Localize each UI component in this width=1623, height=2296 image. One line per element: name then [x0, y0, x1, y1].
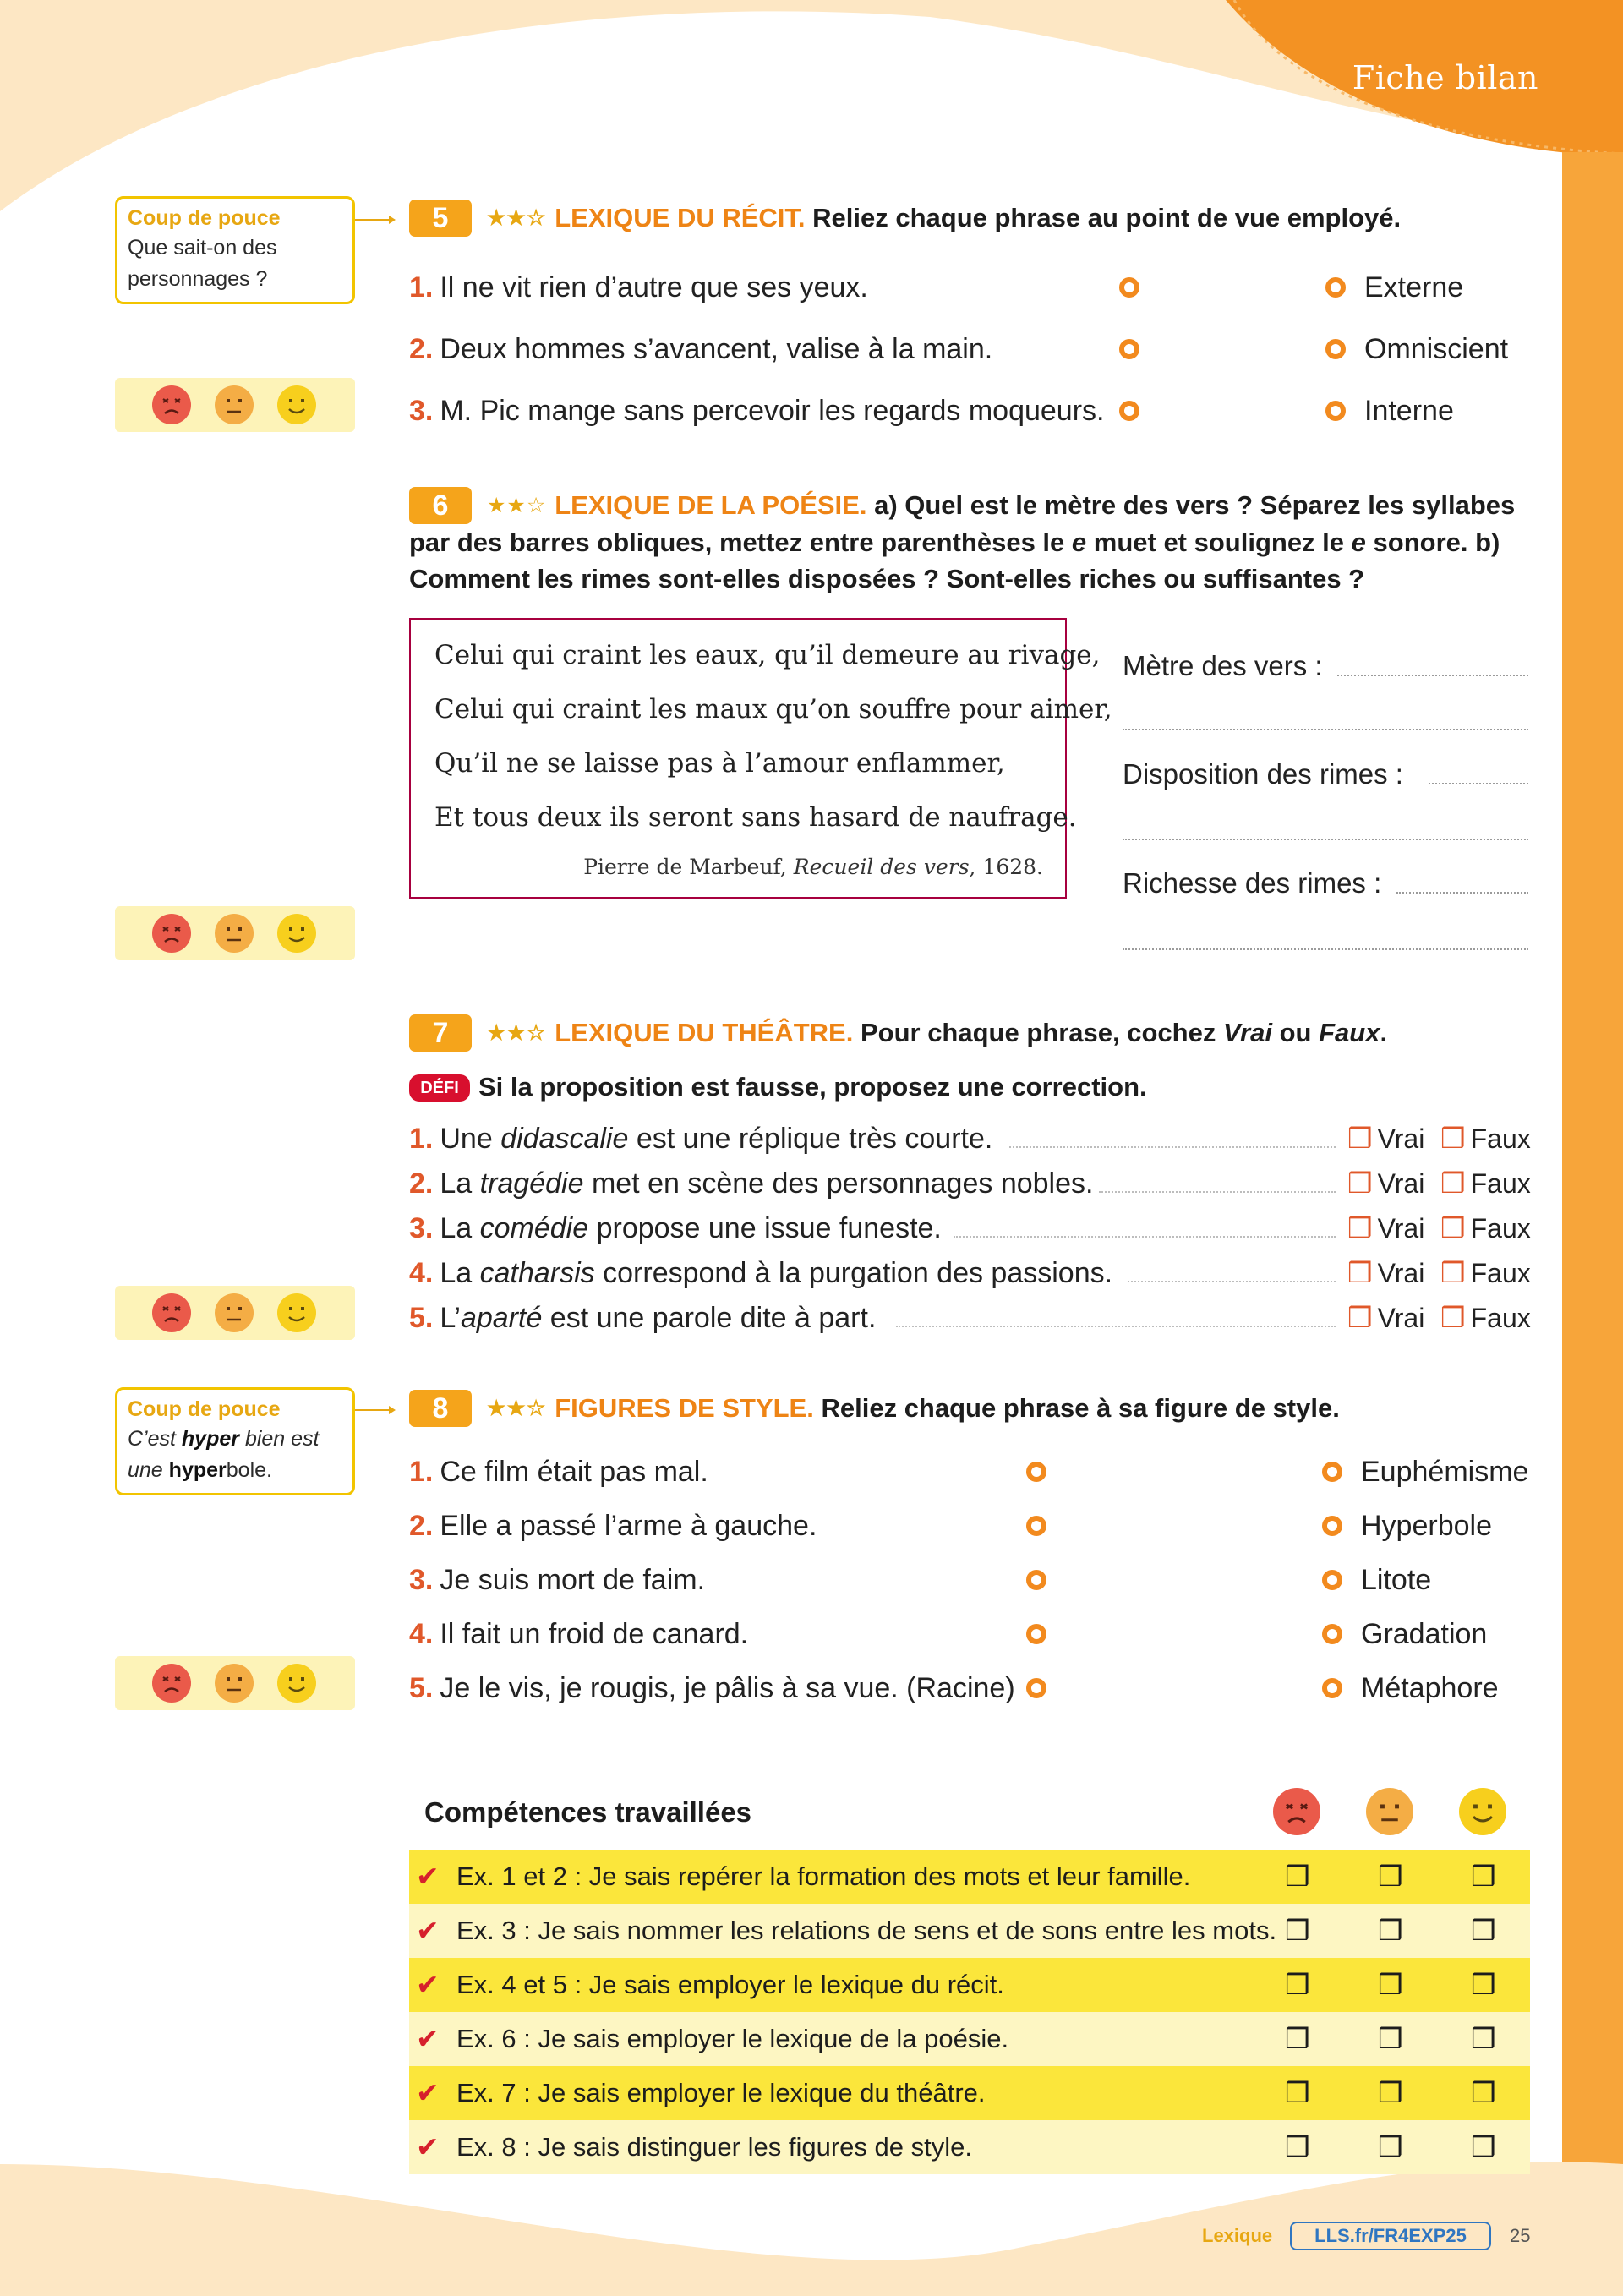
checkmark-icon: ✔ [416, 1861, 440, 1892]
checkbox-icon[interactable]: ❒ [1347, 1212, 1373, 1244]
hint-text-part: C’est [128, 1427, 182, 1451]
hint-connector [355, 219, 391, 221]
checkbox-icon[interactable]: ❒ [1378, 2023, 1403, 2054]
happy-face-icon[interactable] [277, 914, 316, 953]
item-text: Je suis mort de faim. [440, 1564, 706, 1596]
checkbox-icon[interactable]: ❒ [1285, 2077, 1310, 2108]
poem-line: Qu’il ne se laisse pas à l’amour enflammer, [434, 748, 1005, 779]
instruction-part: Pour chaque phrase, cochez [860, 1018, 1223, 1047]
link-dot-icon[interactable] [1325, 339, 1346, 359]
happy-face-icon[interactable] [277, 385, 316, 424]
poem-box [409, 618, 1112, 899]
item-number: 2. [409, 1510, 434, 1542]
hint-text: Que sait-on des personnages ? [128, 236, 277, 291]
checkbox-faux[interactable] [1440, 1210, 1531, 1247]
exercise-topic: LEXIQUE DU THÉÂTRE. [555, 1018, 854, 1047]
item-text: est une parole dite à part. [542, 1302, 877, 1334]
checkbox-icon[interactable]: ❒ [1347, 1167, 1373, 1199]
competence-row [409, 2066, 1530, 2120]
item-number: 2. [409, 1167, 434, 1200]
competence-text: Ex. 7 : Je sais employer le lexique du théâtre. [456, 2078, 986, 2107]
competence-row [409, 1958, 1530, 2012]
item-text: propose une issue funeste. [588, 1212, 942, 1244]
source-year: , 1628. [969, 855, 1043, 879]
source-author: Pierre de Marbeuf, [583, 855, 794, 879]
self-assessment-ex8 [115, 1656, 355, 1710]
poem-source [583, 853, 1043, 882]
neutral-face-icon[interactable] [215, 914, 254, 953]
item-number: 4. [409, 1618, 434, 1650]
list-item [409, 1507, 817, 1544]
link-dot-icon[interactable] [1325, 277, 1346, 298]
self-assessment-ex7 [115, 1286, 355, 1340]
self-assessment-ex5 [115, 378, 355, 432]
list-item [409, 1453, 708, 1490]
competence-row [409, 2012, 1530, 2066]
poem-line: Et tous deux ils seront sans hasard de naufrage. [434, 802, 1077, 833]
checkmark-icon: ✔ [416, 1915, 440, 1946]
checkbox-label: Vrai [1377, 1123, 1425, 1154]
checkbox-label: Faux [1470, 1303, 1531, 1333]
checkbox-faux[interactable] [1440, 1299, 1531, 1337]
checkmark-icon: ✔ [416, 2023, 440, 2054]
item-text: Elle a passé l’arme à gauche. [440, 1510, 817, 1542]
item-number: 4. [409, 1257, 434, 1289]
item-text: correspond à la purgation des passions. [594, 1257, 1113, 1289]
tf-statement [409, 1120, 992, 1157]
item-text: Ce film était pas mal. [440, 1456, 708, 1488]
exercise-heading-8 [487, 1390, 1340, 1427]
checkbox-icon[interactable]: ❒ [1440, 1123, 1466, 1154]
list-item [409, 1615, 748, 1653]
tf-statement [409, 1210, 942, 1247]
page-header-title: Fiche bilan [1352, 59, 1538, 96]
item-text: Il ne vit rien d’autre que ses yeux. [440, 271, 868, 303]
arrow-right-icon [389, 216, 396, 224]
neutral-face-icon[interactable] [215, 1293, 254, 1332]
item-text: L’ [440, 1302, 461, 1334]
link-dot-icon[interactable] [1322, 1570, 1342, 1590]
checkbox-icon[interactable]: ❒ [1471, 2077, 1496, 2108]
hint-text-part: hyper [168, 1458, 227, 1482]
competence-text: Ex. 8 : Je sais distinguer les figures de style. [456, 2132, 972, 2162]
instruction-part: Vrai [1222, 1018, 1272, 1047]
checkbox-icon[interactable]: ❒ [1378, 1861, 1403, 1892]
hint-text-part: bole. [226, 1458, 272, 1482]
item-number: 1. [409, 1456, 434, 1488]
footer-link[interactable]: LLS.fr/FR4EXP25 [1290, 2222, 1491, 2250]
exercise-topic: LEXIQUE DE LA POÉSIE. [555, 490, 867, 520]
difficulty-stars: ★★☆ [487, 1021, 547, 1045]
tf-statement [409, 1165, 1093, 1202]
item-number: 3. [409, 1212, 434, 1244]
hint-text [128, 1424, 344, 1486]
neutral-face-icon [1366, 1788, 1413, 1835]
link-dot-icon[interactable] [1026, 1624, 1046, 1644]
difficulty-stars: ★★☆ [487, 494, 547, 517]
checkbox-icon[interactable]: ❒ [1440, 1212, 1466, 1244]
checkbox-icon[interactable]: ❒ [1440, 1302, 1466, 1333]
link-dot-icon[interactable] [1119, 339, 1139, 359]
choice-label: Externe [1364, 271, 1464, 303]
answer-line[interactable] [1009, 1146, 1336, 1148]
instruction-part: ou [1271, 1018, 1320, 1047]
link-dot-icon[interactable] [1026, 1516, 1046, 1536]
link-dot-icon[interactable] [1322, 1462, 1342, 1482]
item-text: Je le vis, je rougis, je pâlis à sa vue. (Racine) [440, 1672, 1015, 1704]
checkbox-label: Faux [1470, 1213, 1531, 1244]
sad-face-icon[interactable] [152, 1293, 191, 1332]
exercise-heading-5 [487, 200, 1401, 237]
item-text: met en scène des personnages nobles. [583, 1167, 1094, 1200]
checkbox-icon[interactable]: ❒ [1378, 1915, 1403, 1946]
competence-text: Ex. 3 : Je sais nommer les relations de sens et de sons entre les mots. [456, 1916, 1277, 1945]
happy-face-icon[interactable] [277, 1664, 316, 1703]
hint-connector [355, 1409, 391, 1411]
item-text: La [440, 1212, 480, 1244]
checkbox-faux[interactable] [1440, 1120, 1531, 1157]
field-label-metre: Mètre des vers : [1123, 650, 1323, 681]
tf-statement [409, 1255, 1112, 1292]
answer-line-metre[interactable] [1337, 675, 1528, 676]
item-term: catharsis [479, 1257, 595, 1289]
instruction-part: muet et soulignez le [1086, 528, 1352, 557]
competence-text: Ex. 1 et 2 : Je sais repérer la formation des mots et leur famille. [456, 1861, 1191, 1891]
page-number: 25 [1510, 2225, 1531, 2246]
checkmark-icon: ✔ [416, 1969, 440, 2000]
checkbox-icon[interactable]: ❒ [1440, 1167, 1466, 1199]
choice-label: Hyperbole [1361, 1510, 1492, 1542]
exercise-number-7: 7 [409, 1014, 472, 1052]
hint-box-ex5 [115, 196, 355, 304]
exercise-instruction: Reliez chaque phrase à sa figure de style. [821, 1393, 1340, 1423]
checkbox-icon[interactable]: ❒ [1471, 2023, 1496, 2054]
hint-title: Coup de pouce [128, 1397, 281, 1421]
sad-face-icon [1273, 1788, 1320, 1835]
checkbox-vrai[interactable] [1347, 1210, 1424, 1247]
answer-line[interactable] [1123, 729, 1528, 730]
competences-title: Compétences travaillées [424, 1796, 752, 1828]
competence-row [409, 1850, 1530, 1904]
answer-line-disposition[interactable] [1429, 783, 1528, 784]
exercise-topic: LEXIQUE DU RÉCIT. [555, 203, 806, 232]
source-work: Recueil des vers [793, 855, 970, 879]
list-item [409, 269, 868, 306]
sad-face-icon[interactable] [152, 914, 191, 953]
checkbox-label: Vrai [1377, 1168, 1425, 1199]
item-term: didascalie [500, 1123, 629, 1155]
checkbox-label: Faux [1470, 1123, 1531, 1154]
answer-line[interactable] [1123, 839, 1528, 840]
list-item [409, 392, 1104, 429]
item-text: Il fait un froid de canard. [440, 1618, 749, 1650]
exercise-heading-6 [409, 487, 1533, 597]
item-text: La [440, 1167, 480, 1200]
link-dot-icon[interactable] [1119, 277, 1139, 298]
sad-face-icon[interactable] [152, 1664, 191, 1703]
defi-badge: DÉFI [409, 1074, 470, 1102]
checkbox-vrai[interactable] [1347, 1120, 1424, 1157]
answer-line[interactable] [1123, 948, 1528, 950]
checkbox-icon[interactable]: ❒ [1285, 1969, 1310, 2000]
item-number: 5. [409, 1672, 434, 1704]
instruction-part: sonore. b) Comment les rimes sont-elles disposées ? Sont-elles riches ou suffisantes ? [409, 528, 1500, 593]
hint-text-part: bien est une [128, 1427, 320, 1482]
checkbox-icon[interactable]: ❒ [1471, 1915, 1496, 1946]
instruction-part: Faux [1319, 1018, 1380, 1047]
field-label-disposition: Disposition des rimes : [1123, 758, 1403, 790]
checkbox-icon[interactable]: ❒ [1285, 1861, 1310, 1892]
list-item [409, 1670, 1015, 1707]
checkbox-icon[interactable]: ❒ [1471, 2131, 1496, 2162]
choice-label: Litote [1361, 1564, 1432, 1596]
instruction-part: a) Quel est le mètre des vers ? Séparez les syllabes par des barres obliques, mettez entre parenthèses le [409, 490, 1516, 557]
exercise-number-6: 6 [409, 487, 472, 524]
answer-line-richesse[interactable] [1396, 892, 1528, 894]
checkbox-vrai[interactable] [1347, 1299, 1424, 1337]
competence-text: Ex. 4 et 5 : Je sais employer le lexique du récit. [456, 1970, 1004, 1999]
item-term: aparté [460, 1302, 543, 1334]
exercise-number-8: 8 [409, 1390, 472, 1427]
checkbox-icon[interactable]: ❒ [1347, 1123, 1373, 1154]
item-number: 2. [409, 333, 434, 365]
checkbox-faux[interactable] [1440, 1255, 1531, 1292]
hint-title: Coup de pouce [128, 206, 281, 230]
hint-box-ex8 [115, 1387, 355, 1495]
exercise-number-5: 5 [409, 200, 472, 237]
competence-row [409, 2120, 1530, 2174]
checkmark-icon: ✔ [416, 2131, 440, 2162]
neutral-face-icon[interactable] [215, 385, 254, 424]
difficulty-stars: ★★☆ [487, 206, 547, 230]
checkbox-icon[interactable]: ❒ [1347, 1257, 1373, 1288]
checkmark-icon: ✔ [416, 2077, 440, 2108]
item-term: tragédie [479, 1167, 584, 1200]
link-dot-icon[interactable] [1026, 1462, 1046, 1482]
checkbox-faux[interactable] [1440, 1165, 1531, 1202]
checkbox-label: Vrai [1377, 1258, 1425, 1288]
answer-line[interactable] [1099, 1191, 1336, 1193]
link-dot-icon[interactable] [1322, 1624, 1342, 1644]
checkbox-icon[interactable]: ❒ [1285, 2131, 1310, 2162]
link-dot-icon[interactable] [1322, 1678, 1342, 1698]
competence-row [409, 1904, 1530, 1958]
item-term: comédie [479, 1212, 589, 1244]
item-number: 1. [409, 271, 434, 303]
choice-label: Omniscient [1364, 333, 1509, 365]
footer-section-label: Lexique [1202, 2225, 1273, 2246]
difficulty-stars: ★★☆ [487, 1397, 547, 1420]
choice-label: Euphémisme [1361, 1456, 1529, 1488]
competence-text: Ex. 6 : Je sais employer le lexique de la poésie. [456, 2024, 1009, 2053]
self-assessment-ex6 [115, 906, 355, 960]
sad-face-icon[interactable] [152, 385, 191, 424]
answer-line[interactable] [1128, 1281, 1336, 1282]
checkbox-label: Faux [1470, 1168, 1531, 1199]
checkbox-icon[interactable]: ❒ [1378, 2131, 1403, 2162]
answer-line[interactable] [896, 1326, 1336, 1327]
item-text: Deux hommes s’avancent, valise à la main. [440, 333, 993, 365]
item-number: 3. [409, 395, 434, 427]
item-number: 3. [409, 1564, 434, 1596]
link-dot-icon[interactable] [1322, 1516, 1342, 1536]
item-text: M. Pic mange sans percevoir les regards moqueurs. [440, 395, 1105, 427]
list-item [409, 331, 992, 368]
poem-line: Celui qui craint les maux qu’on souffre pour aimer, [434, 694, 1112, 724]
item-text: La [440, 1257, 480, 1289]
link-dot-icon[interactable] [1026, 1570, 1046, 1590]
item-text: est une réplique très courte. [628, 1123, 993, 1155]
item-number: 1. [409, 1123, 434, 1155]
checkbox-icon[interactable]: ❒ [1471, 1861, 1496, 1892]
instruction-part: . [1380, 1018, 1388, 1047]
link-dot-icon[interactable] [1325, 401, 1346, 421]
neutral-face-icon[interactable] [215, 1664, 254, 1703]
choice-label: Gradation [1361, 1618, 1488, 1650]
answer-line[interactable] [954, 1236, 1336, 1238]
exercise-instruction: Reliez chaque phrase au point de vue employé. [812, 203, 1402, 232]
checkbox-icon[interactable]: ❒ [1378, 2077, 1403, 2108]
happy-face-icon[interactable] [277, 1293, 316, 1332]
checkbox-icon[interactable]: ❒ [1285, 1915, 1310, 1946]
checkbox-label: Faux [1470, 1258, 1531, 1288]
happy-face-icon [1459, 1788, 1506, 1835]
checkbox-icon[interactable]: ❒ [1285, 2023, 1310, 2054]
tf-statement [409, 1299, 876, 1337]
instruction-part: e [1071, 528, 1087, 557]
checkbox-icon[interactable]: ❒ [1378, 1969, 1403, 2000]
arrow-right-icon [389, 1406, 396, 1414]
item-number: 5. [409, 1302, 434, 1334]
checkbox-label: Vrai [1377, 1303, 1425, 1333]
field-label-richesse: Richesse des rimes : [1123, 867, 1382, 899]
instruction-part: e [1351, 528, 1366, 557]
choice-label: Interne [1364, 395, 1454, 427]
list-item [409, 1561, 705, 1599]
choice-label: Métaphore [1361, 1672, 1499, 1704]
poem-line: Celui qui craint les eaux, qu’il demeure au rivage, [434, 640, 1101, 670]
checkbox-label: Vrai [1377, 1213, 1425, 1244]
checkbox-icon[interactable]: ❒ [1440, 1257, 1466, 1288]
hint-text-part: hyper [181, 1427, 239, 1451]
link-dot-icon[interactable] [1119, 401, 1139, 421]
checkbox-icon[interactable]: ❒ [1347, 1302, 1373, 1333]
item-text: Une [440, 1123, 501, 1155]
checkbox-icon[interactable]: ❒ [1471, 1969, 1496, 2000]
checkbox-vrai[interactable] [1347, 1165, 1424, 1202]
exercise-heading-7 [487, 1014, 1387, 1052]
exercise-topic: FIGURES DE STYLE. [555, 1393, 814, 1423]
link-dot-icon[interactable] [1026, 1678, 1046, 1698]
defi-instruction: Si la proposition est fausse, proposez une correction. [478, 1072, 1147, 1102]
checkbox-vrai[interactable] [1347, 1255, 1424, 1292]
